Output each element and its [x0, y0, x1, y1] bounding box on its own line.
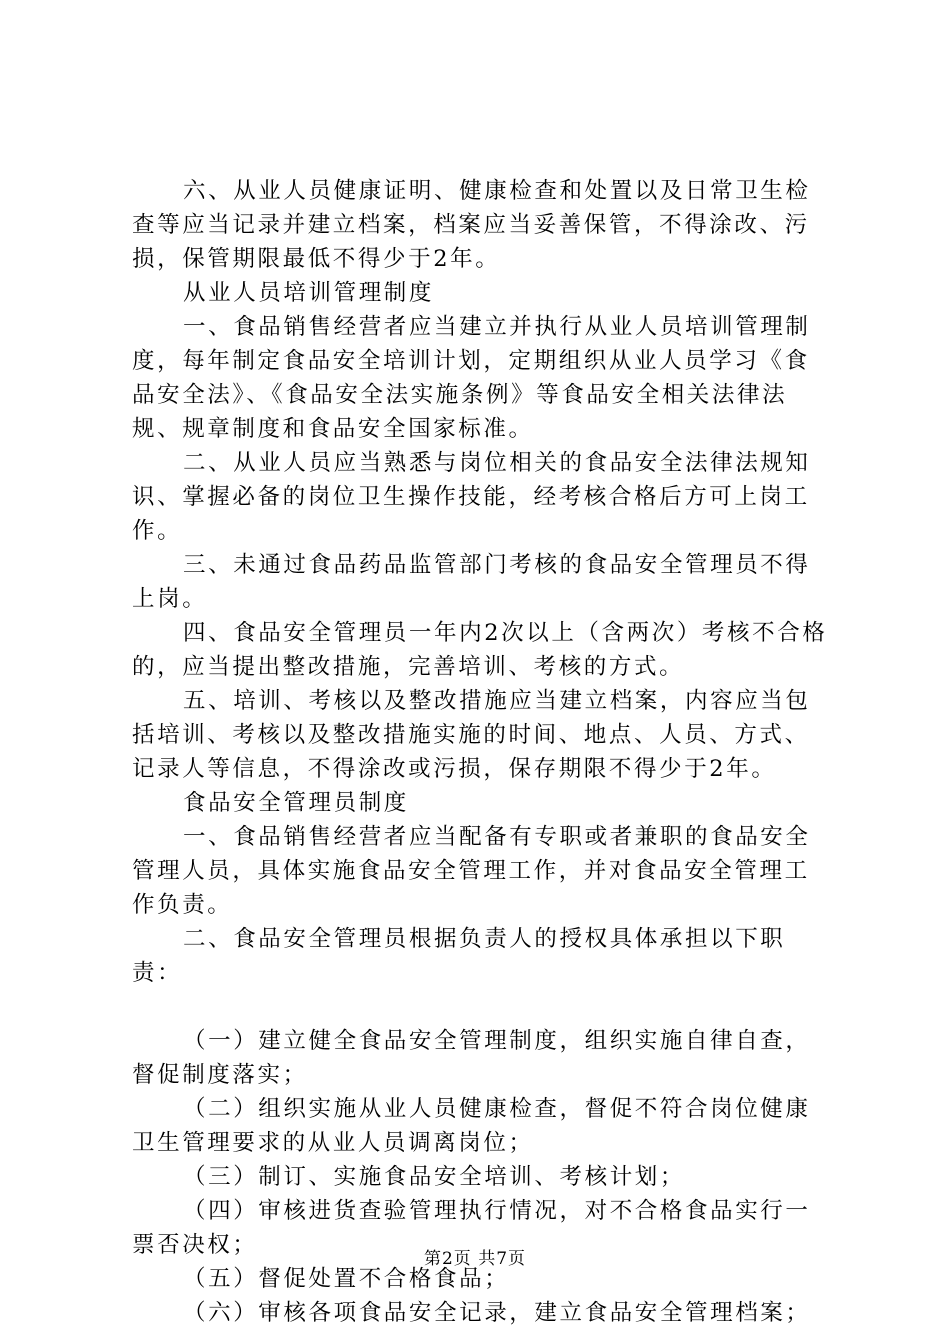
- paragraph: 一、食品销售经营者应当建立并执行从业人员培训管理制度，每年制定食品安全培训计划，定期组织从业人员学习《食品安全法》、《食品安全法实施条例》等食品安全相关法律法规、规章制度和食品安全国家标准。: [132, 314, 811, 442]
- paragraph: 五、培训、考核以及整改措施应当建立档案，内容应当包括培训、考核以及整改措施实施的时间、地点、人员、方式、记录人等信息，不得涂改或污损，保存期限不得少于2年。: [132, 688, 811, 782]
- duty-item: （六）审核各项食品安全记录，建立食品安全管理档案；: [183, 1300, 811, 1326]
- duty-item: （五）督促处置不合格食品；: [183, 1266, 510, 1292]
- document-body: [132, 174, 832, 1330]
- duty-item: （一）建立健全食品安全管理制度，组织实施自律自查，督促制度落实；: [132, 1028, 811, 1088]
- page-number-footer: 第2页 共7页: [423, 1249, 527, 1269]
- paragraph: 二、从业人员应当熟悉与岗位相关的食品安全法律法规知识、掌握必备的岗位卫生操作技能，经考核合格后方可上岗工作。: [132, 450, 811, 544]
- duty-item: （二）组织实施从业人员健康检查，督促不符合岗位健康卫生管理要求的从业人员调离岗位；: [132, 1096, 811, 1156]
- section-heading-safety-manager: 食品安全管理员制度: [183, 790, 409, 816]
- paragraph: 一、食品销售经营者应当配备有专职或者兼职的食品安全管理人员，具体实施食品安全管理工作，并对食品安全管理工作负责。: [132, 824, 811, 918]
- paragraph: 二、食品安全管理员根据负责人的授权具体承担以下职责：: [132, 926, 786, 986]
- duty-item: （三）制订、实施食品安全培训、考核计划；: [183, 1164, 686, 1190]
- section-heading-training: 从业人员培训管理制度: [183, 280, 435, 306]
- paragraph: 六、从业人员健康证明、健康检查和处置以及日常卫生检查等应当记录并建立档案，档案应当妥善保管，不得涂改、污损，保管期限最低不得少于2年。: [132, 178, 811, 272]
- paragraph: 四、食品安全管理员一年内2次以上（含两次）考核不合格的，应当提出整改措施，完善培训、考核的方式。: [132, 620, 828, 680]
- duty-item: （四）审核进货查验管理执行情况，对不合格食品实行一票否决权；: [132, 1198, 811, 1258]
- paragraph: 三、未通过食品药品监管部门考核的食品安全管理员不得上岗。: [132, 552, 811, 612]
